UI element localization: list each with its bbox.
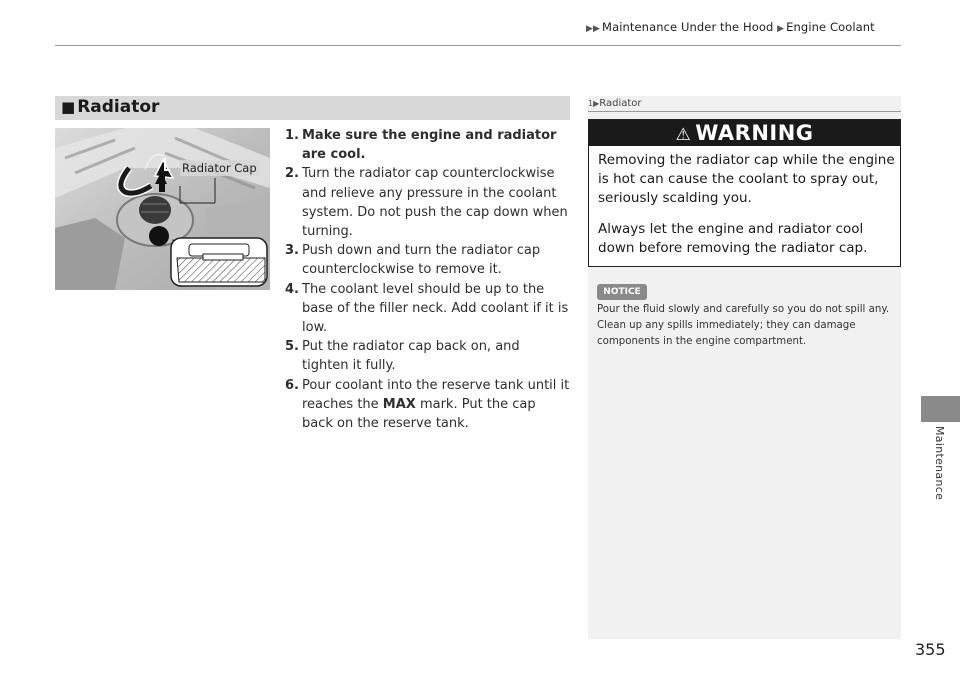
step-2: 2. Turn the radiator cap counterclockwise and relieve any pressure in the coolant system. Do not push the cap down when turning. bbox=[285, 166, 568, 240]
radiator-cap-callout: Radiator Cap bbox=[182, 161, 257, 175]
step-3: 3. Push down and turn the radiator cap counterclockwise to remove it. bbox=[285, 243, 541, 278]
note-arrow-icon: 1▶ bbox=[588, 99, 600, 108]
note-divider bbox=[588, 111, 901, 112]
breadcrumb-item-engine-coolant: Engine Coolant bbox=[786, 20, 875, 34]
warning-text-1: Removing the radiator cap while the engine is hot can cause the coolant to spray out, seriously scalding you. bbox=[598, 152, 895, 206]
breadcrumb-item-maintenance-under-hood: Maintenance Under the Hood bbox=[602, 20, 774, 34]
chapter-tab bbox=[921, 396, 960, 422]
notice-text: Pour the fluid slowly and carefully so you do not spill any. Clean up any spills immediately; they can damage components in the engine compartment. bbox=[597, 304, 890, 347]
header-divider bbox=[55, 45, 901, 46]
warning-box bbox=[588, 119, 901, 267]
notice-badge: NOTICE bbox=[597, 284, 647, 300]
warning-triangle-icon: ⚠ bbox=[675, 125, 692, 145]
warning-header bbox=[589, 120, 900, 146]
step-6: 6. Pour coolant into the reserve tank until it reaches the MAX mark. Put the cap back on the reserve tank. bbox=[285, 377, 570, 432]
warning-title: WARNING bbox=[695, 121, 814, 145]
warning-text-2: Always let the engine and radiator cool down before removing the radiator cap. bbox=[598, 221, 868, 256]
max-mark-label: MAX bbox=[382, 396, 416, 412]
note-heading: 1▶Radiator bbox=[588, 98, 642, 109]
engine-bay-drawing bbox=[55, 128, 270, 290]
procedure-steps bbox=[285, 126, 570, 433]
section-title-text: Radiator bbox=[77, 97, 160, 117]
section-square-icon: ■ bbox=[61, 98, 76, 116]
notes-sidebar bbox=[588, 96, 901, 639]
section-header bbox=[55, 96, 570, 120]
section-title bbox=[61, 97, 159, 117]
step-5: 5. Put the radiator cap back on, and tighten it fully. bbox=[285, 339, 520, 374]
breadcrumb-arrow-icon: ▶ bbox=[777, 24, 785, 34]
step-1: 1. Make sure the engine and radiator are cool. bbox=[285, 128, 557, 163]
page-number: 355 bbox=[915, 640, 946, 659]
step-4: 4. The coolant level should be up to the base of the filler neck. Add coolant if it is low. bbox=[285, 281, 569, 336]
chapter-tab-label: Maintenance bbox=[933, 426, 946, 501]
breadcrumb-arrow-icon: ▶▶ bbox=[586, 24, 601, 34]
breadcrumb bbox=[586, 20, 875, 34]
radiator-cap-illustration bbox=[55, 128, 270, 290]
